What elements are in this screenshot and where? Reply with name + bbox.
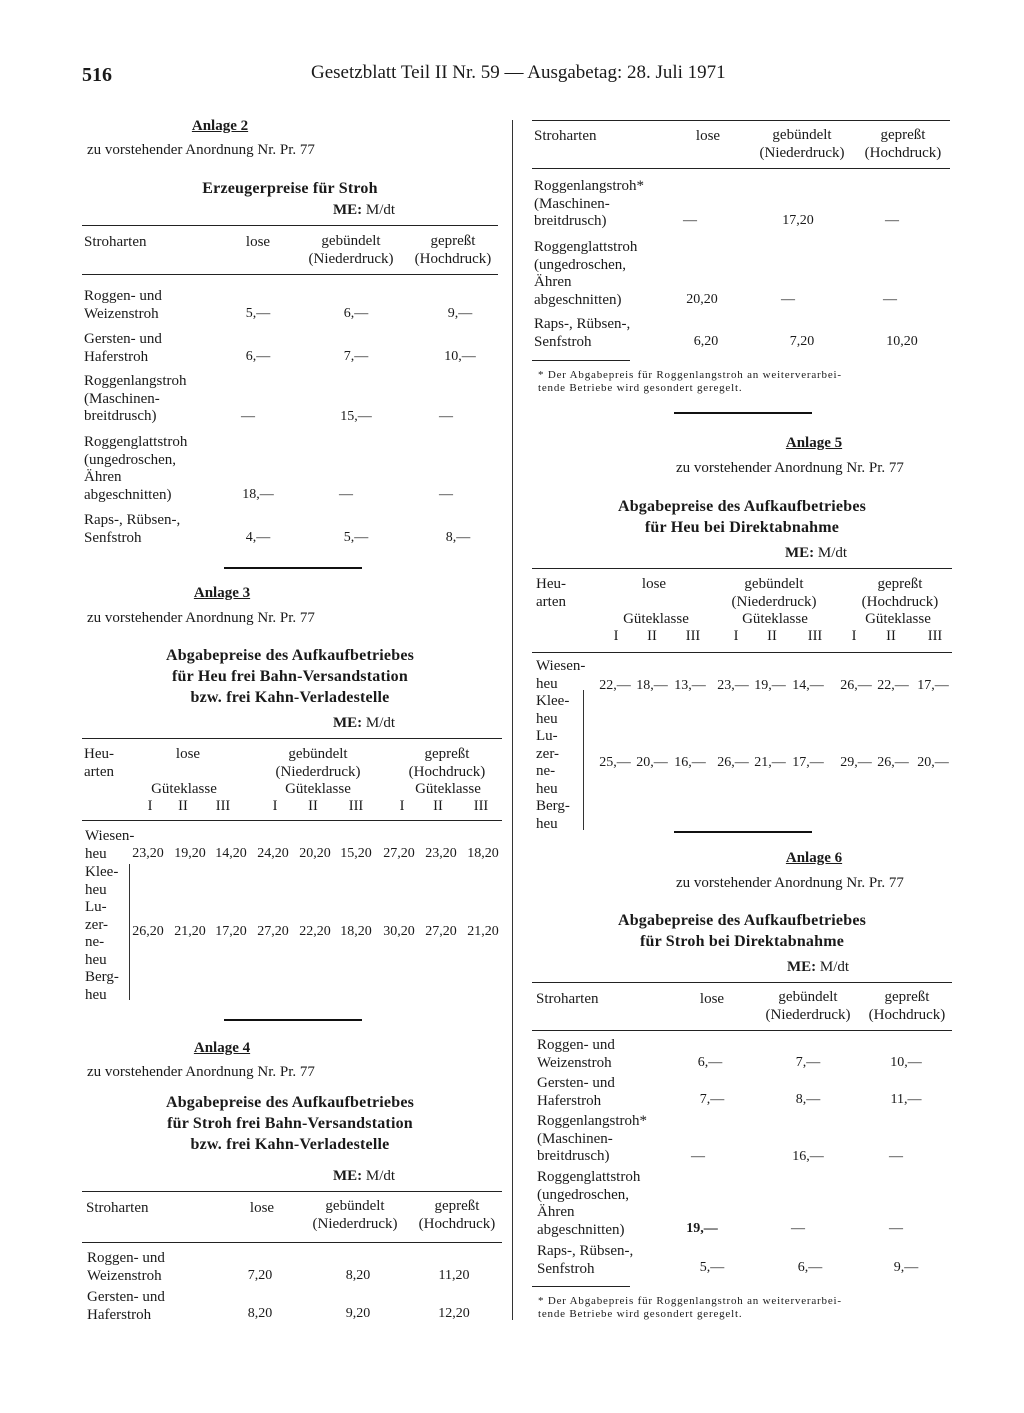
- price-cell: 15,20: [340, 846, 372, 861]
- footnote-rule: [532, 1286, 630, 1287]
- table-rule: [82, 225, 498, 226]
- price-cell: 21,20: [467, 924, 499, 939]
- anlage-3-label: Anlage 3: [193, 585, 251, 601]
- footnote: * Der Abgabepreis für Roggenlangstroh an weiterverarbei- tende Betriebe wird gesondert geregelt.: [538, 1295, 842, 1320]
- class-numerals: I II III: [851, 628, 943, 644]
- price-cell: 17,20: [782, 213, 814, 228]
- col-header-lose: lose: [175, 746, 201, 762]
- gueteklasse-label: Güteklasse: [151, 781, 217, 797]
- class-numerals: I II III: [733, 628, 823, 644]
- row-label: Gersten- und Haferstroh: [537, 1075, 615, 1109]
- price-cell: 8,20: [345, 1268, 371, 1283]
- col-header-heuarten: Heu- arten: [84, 746, 114, 780]
- price-cell: 8,—: [795, 1092, 821, 1107]
- row-label: Raps-, Rübsen-, Senfstroh: [84, 512, 181, 546]
- price-cell: 20,20: [686, 292, 718, 307]
- row-label: Roggen- und Weizenstroh: [87, 1250, 165, 1284]
- anlage-4-reference: zu vorstehender Anordnung Nr. Pr. 77: [87, 1064, 315, 1080]
- price-cell: 11,20: [438, 1268, 470, 1283]
- price-cell: 27,20: [425, 924, 457, 939]
- col-header-gepresst: gepreßt (Hochdruck): [868, 989, 946, 1023]
- price-cell: 6,20: [693, 334, 719, 349]
- price-cell: 17,20: [215, 924, 247, 939]
- price-cell: 6,—: [697, 1055, 723, 1070]
- price-cell: —: [439, 487, 453, 502]
- anlage-3-title: Abgabepreise des Aufkaufbetriebes für Heu frei Bahn-Versandstation bzw. frei Kahn-Verladestelle: [165, 647, 415, 706]
- table-rule: [532, 982, 952, 983]
- col-header-heuarten: Heu- arten: [536, 576, 566, 610]
- price-cell: 18,20: [340, 924, 372, 939]
- row-label-wiesenheu: Wiesen- heu: [85, 828, 135, 862]
- price-cell: —: [781, 292, 795, 307]
- col-header-lose: lose: [245, 234, 271, 250]
- col-header-gebuendelt: gebündelt (Niederdruck): [731, 576, 817, 610]
- row-label: Roggen- und Weizenstroh: [537, 1037, 615, 1071]
- price-cell: 18,—: [636, 678, 668, 693]
- table-rule: [82, 1242, 502, 1243]
- price-cell: 6,—: [797, 1260, 823, 1275]
- table-rule: [532, 168, 950, 169]
- anlage-2-reference: zu vorstehender Anordnung Nr. Pr. 77: [87, 142, 315, 158]
- price-cell: 19,—: [686, 1221, 718, 1236]
- price-cell: 19,—: [754, 678, 786, 693]
- price-cell: —: [691, 1149, 705, 1164]
- price-cell: —: [889, 1221, 903, 1236]
- col-header-gebuendelt: gebündelt (Niederdruck): [765, 989, 851, 1023]
- class-numerals: I II III: [399, 798, 489, 814]
- price-cell: 7,20: [789, 334, 815, 349]
- row-label: Roggenlangstroh* (Maschinen- breitdrusch): [534, 178, 644, 230]
- col-header-gepresst: gepreßt (Hochdruck): [861, 576, 939, 610]
- price-cell: 13,—: [674, 678, 706, 693]
- table-rule: [532, 568, 952, 569]
- class-numerals: I II III: [613, 628, 701, 644]
- col-header-gepresst: gepreßt (Hochdruck): [864, 127, 942, 161]
- price-cell: 16,—: [674, 755, 706, 770]
- price-cell: —: [439, 409, 453, 424]
- price-cell: 20,20: [299, 846, 331, 861]
- anlage-6-unit: ME: M/dt: [787, 959, 850, 975]
- col-header-lose: lose: [699, 991, 725, 1007]
- price-cell: 16,—: [792, 1149, 824, 1164]
- row-label: Gersten- und Haferstroh: [87, 1289, 165, 1323]
- price-cell: 27,20: [257, 924, 289, 939]
- col-header-stroharten: Stroharten: [84, 234, 147, 250]
- price-cell: —: [889, 1149, 903, 1164]
- price-cell: 19,20: [174, 846, 206, 861]
- col-header-gebuendelt: gebündelt (Niederdruck): [308, 233, 394, 267]
- col-header-stroharten: Stroharten: [86, 1200, 149, 1216]
- table-rule: [82, 274, 498, 275]
- price-cell: 23,—: [717, 678, 749, 693]
- section-divider: [674, 412, 812, 414]
- table-rule: [82, 1191, 502, 1192]
- row-label: Roggenglattstroh (ungedroschen, Ähren abgeschnitten): [84, 434, 188, 503]
- price-cell: 20,—: [917, 755, 949, 770]
- price-cell: 5,—: [343, 530, 369, 545]
- price-cell: 14,—: [792, 678, 824, 693]
- price-cell: 18,20: [467, 846, 499, 861]
- price-cell: 27,20: [383, 846, 415, 861]
- anlage-3-reference: zu vorstehender Anordnung Nr. Pr. 77: [87, 610, 315, 626]
- price-cell: 4,—: [245, 530, 271, 545]
- price-cell: —: [883, 292, 897, 307]
- footnote-rule: [532, 360, 630, 361]
- price-cell: 7,—: [343, 349, 369, 364]
- col-header-gebuendelt: gebündelt (Niederdruck): [275, 746, 361, 780]
- price-cell: 8,—: [445, 530, 471, 545]
- table-rule: [532, 120, 950, 121]
- price-cell: 8,20: [247, 1306, 273, 1321]
- price-cell: 17,—: [917, 678, 949, 693]
- price-cell: 9,—: [893, 1260, 919, 1275]
- page-header-title: Gesetzblatt Teil II Nr. 59 — Ausgabetag: 28. Juli 1971: [311, 62, 726, 83]
- price-cell: 10,20: [886, 334, 918, 349]
- gueteklasse-label: Güteklasse: [865, 611, 931, 627]
- gueteklasse-label: Güteklasse: [285, 781, 351, 797]
- price-cell: 6,—: [245, 349, 271, 364]
- price-cell: 25,—: [599, 755, 631, 770]
- table-rule: [532, 1030, 952, 1031]
- col-header-lose: lose: [695, 128, 721, 144]
- class-numerals: I II III: [147, 798, 231, 814]
- col-header-stroharten: Stroharten: [536, 991, 599, 1007]
- price-cell: 14,20: [215, 846, 247, 861]
- row-label-wiesenheu: Wiesen- heu: [536, 658, 586, 692]
- price-cell: 10,—: [444, 349, 476, 364]
- col-header-gebuendelt: gebündelt (Niederdruck): [312, 1198, 398, 1232]
- price-cell: 17,—: [792, 755, 824, 770]
- price-cell: 11,—: [890, 1092, 922, 1107]
- price-cell: 9,20: [345, 1306, 371, 1321]
- anlage-4-title: Abgabepreise des Aufkaufbetriebes für Stroh frei Bahn-Versandstation bzw. frei Kahn-Verladestelle: [165, 1094, 415, 1153]
- price-cell: 26,—: [717, 755, 749, 770]
- price-cell: 26,—: [877, 755, 909, 770]
- section-divider: [224, 567, 362, 569]
- row-label: Roggenglattstroh (ungedroschen, Ähren abgeschnitten): [534, 239, 638, 308]
- gueteklasse-label: Güteklasse: [415, 781, 481, 797]
- anlage-5-title: Abgabepreise des Aufkaufbetriebes für Heu bei Direktabnahme: [617, 498, 867, 536]
- price-cell: 24,20: [257, 846, 289, 861]
- anlage-3-unit: ME: M/dt: [333, 715, 396, 731]
- row-label: Roggen- und Weizenstroh: [84, 288, 162, 322]
- page-number: 516: [82, 64, 112, 86]
- row-label: Gersten- und Haferstroh: [84, 331, 162, 365]
- price-cell: 26,—: [840, 678, 872, 693]
- anlage-2-unit: ME: M/dt: [333, 202, 396, 218]
- anlage-5-label: Anlage 5: [785, 435, 843, 451]
- price-cell: 9,—: [447, 306, 473, 321]
- anlage-5-reference: zu vorstehender Anordnung Nr. Pr. 77: [676, 460, 904, 476]
- price-cell: 26,20: [132, 924, 164, 939]
- gueteklasse-label: Güteklasse: [742, 611, 808, 627]
- price-cell: 30,20: [383, 924, 415, 939]
- price-cell: 21,—: [754, 755, 786, 770]
- col-header-stroharten: Stroharten: [534, 128, 597, 144]
- price-cell: 22,20: [299, 924, 331, 939]
- row-label-other-hay: Klee- heu Lu- zer- ne- heu Berg- heu: [536, 693, 570, 832]
- section-divider: [224, 1019, 362, 1021]
- row-label: Roggenlangstroh* (Maschinen- breitdrusch): [537, 1113, 647, 1165]
- row-label: Roggenglattstroh (ungedroschen, Ähren abgeschnitten): [537, 1169, 641, 1238]
- col-header-gepresst: gepreßt (Hochdruck): [414, 233, 492, 267]
- anlage-6-label: Anlage 6: [785, 850, 843, 866]
- class-numerals: I II III: [272, 798, 364, 814]
- table-rule: [82, 820, 502, 821]
- price-cell: 18,—: [242, 487, 274, 502]
- price-cell: 12,20: [438, 1306, 470, 1321]
- price-cell: 22,—: [599, 678, 631, 693]
- price-cell: 20,—: [636, 755, 668, 770]
- price-cell: 6,—: [343, 306, 369, 321]
- price-cell: 5,—: [699, 1260, 725, 1275]
- anlage-6-reference: zu vorstehender Anordnung Nr. Pr. 77: [676, 875, 904, 891]
- anlage-6-title: Abgabepreise des Aufkaufbetriebes für Stroh bei Direktabnahme: [617, 912, 867, 950]
- col-header-gepresst: gepreßt (Hochdruck): [408, 746, 486, 780]
- anlage-2-title: Erzeugerpreise für Stroh: [202, 180, 378, 197]
- col-header-gebuendelt: gebündelt (Niederdruck): [759, 127, 845, 161]
- section-divider: [674, 831, 812, 833]
- anlage-2-label: Anlage 2: [191, 118, 249, 134]
- price-cell: 7,—: [795, 1055, 821, 1070]
- row-label: Raps-, Rübsen-, Senfstroh: [534, 316, 631, 350]
- table-rule: [532, 652, 952, 653]
- price-cell: —: [339, 487, 353, 502]
- price-cell: 7,20: [247, 1268, 273, 1283]
- anlage-5-unit: ME: M/dt: [785, 545, 848, 561]
- row-label-other-hay: Klee- heu Lu- zer- ne- heu Berg- heu: [85, 864, 119, 1003]
- price-cell: 23,20: [425, 846, 457, 861]
- anlage-4-unit: ME: M/dt: [333, 1168, 396, 1184]
- row-label: Roggenlangstroh (Maschinen- breitdrusch): [84, 373, 187, 425]
- table-rule: [82, 738, 502, 739]
- price-cell: —: [885, 213, 899, 228]
- price-cell: 10,—: [890, 1055, 922, 1070]
- row-label: Raps-, Rübsen-, Senfstroh: [537, 1243, 634, 1277]
- anlage-4-label: Anlage 4: [193, 1040, 251, 1056]
- price-cell: 23,20: [132, 846, 164, 861]
- price-cell: 29,—: [840, 755, 872, 770]
- price-cell: 22,—: [877, 678, 909, 693]
- price-cell: —: [241, 409, 255, 424]
- price-cell: 15,—: [340, 409, 372, 424]
- price-cell: 21,20: [174, 924, 206, 939]
- price-cell: 7,—: [699, 1092, 725, 1107]
- column-separator: [512, 120, 513, 1320]
- col-header-gepresst: gepreßt (Hochdruck): [418, 1198, 496, 1232]
- col-header-lose: lose: [641, 576, 667, 592]
- price-cell: —: [683, 213, 697, 228]
- gueteklasse-label: Güteklasse: [623, 611, 689, 627]
- price-cell: 5,—: [245, 306, 271, 321]
- col-header-lose: lose: [249, 1200, 275, 1216]
- footnote: * Der Abgabepreis für Roggenlangstroh an weiterverarbei- tende Betriebe wird gesondert geregelt.: [538, 369, 842, 394]
- row-bracket: [583, 690, 584, 830]
- price-cell: —: [791, 1221, 805, 1236]
